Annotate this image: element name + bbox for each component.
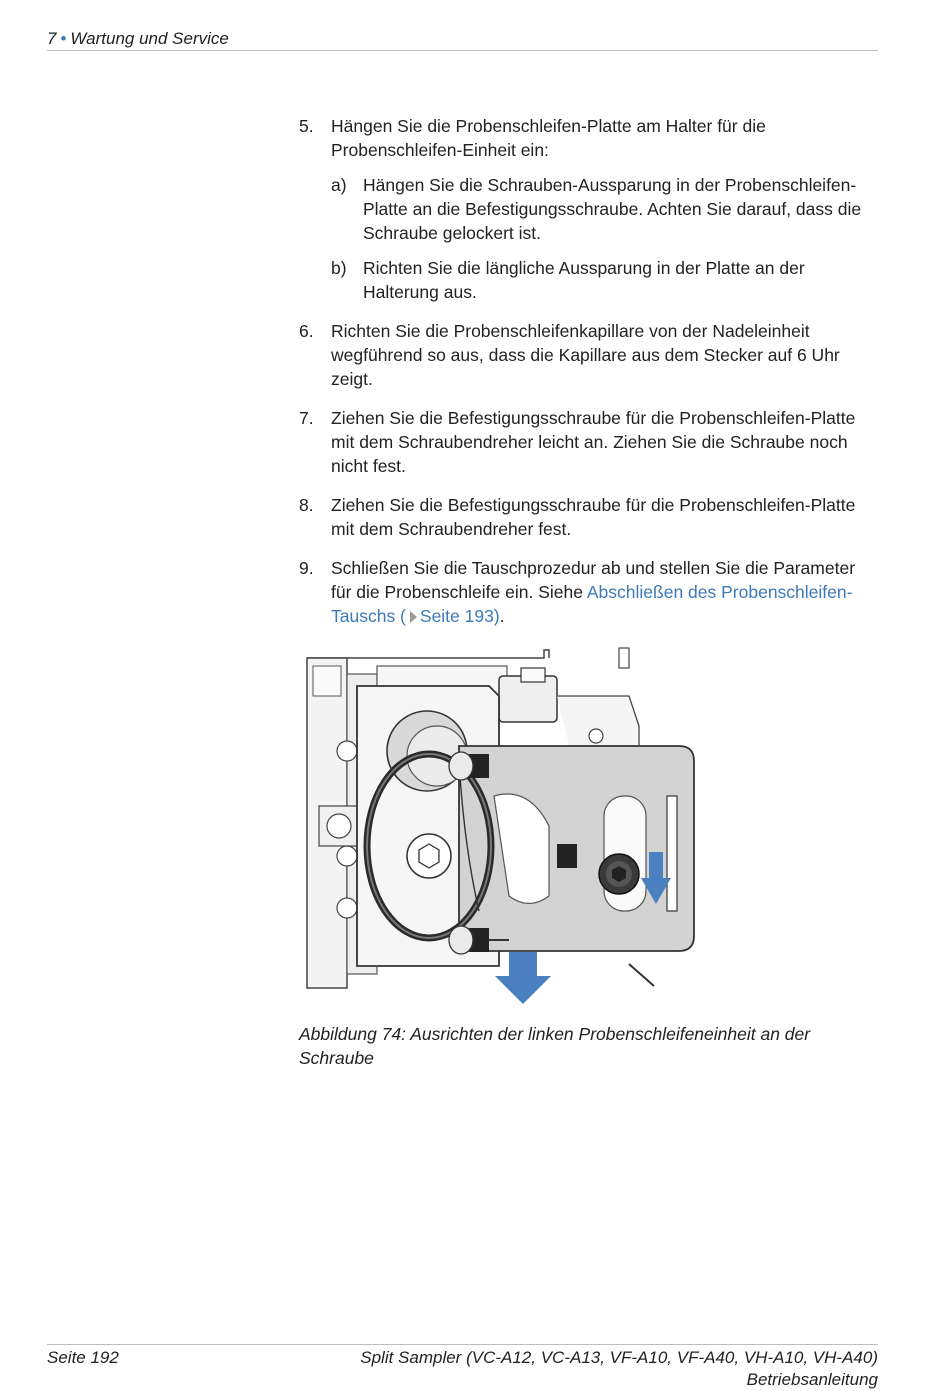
step-text: Schließen Sie die Tauschprozedur ab und stellen Sie die Parameter für die Probenschleife ein. Siehe [331, 558, 856, 602]
substep-b [331, 256, 874, 304]
sample-loop-illustration [299, 646, 704, 1006]
link-text: Abschließen des Probenschleifen-Tauschs ( [331, 582, 853, 626]
step-5 [299, 114, 874, 304]
bullet-dot-icon: • [60, 29, 67, 48]
substep-a [331, 173, 874, 245]
step-9 [299, 556, 874, 628]
figure-caption: Abbildung 74: Ausrichten der linken Probenschleifeneinheit an der Schraube [299, 1024, 811, 1068]
substep-number: a) [331, 175, 347, 195]
step-text: Ziehen Sie die Befestigungsschraube für die Probenschleifen-Platte mit dem Schraubendreher leicht an. Ziehen Sie die Schraube noch nicht fest. [331, 408, 856, 476]
chapter-title: Wartung und Service [70, 29, 229, 48]
step-text: Ziehen Sie die Befestigungsschraube für die Probenschleifen-Platte mit dem Schraubendreher fest. [331, 495, 856, 539]
step-8 [299, 493, 874, 541]
page-reference-arrow-icon [410, 611, 417, 623]
instructions [299, 114, 874, 643]
step-number: 7. [299, 408, 314, 428]
figure-sample-loop-alignment [299, 646, 704, 1006]
step-7 [299, 406, 874, 478]
step-text: Hängen Sie die Probenschleifen-Platte am Halter für die Probenschleifen-Einheit ein: [331, 116, 766, 160]
step-6 [299, 319, 874, 391]
page-header [47, 28, 878, 51]
substep-text: Richten Sie die längliche Aussparung in der Platte an der Halterung aus. [363, 258, 805, 302]
step-text-end: . [499, 606, 505, 626]
chapter-number: 7 [47, 29, 57, 48]
page-footer [47, 1344, 878, 1391]
substep-text: Hängen Sie die Schrauben-Aussparung in der Probenschleifen-Platte an die Befestigungsschraube. Achten Sie darauf, dass die Schraube gelockert ist. [363, 175, 862, 243]
product-name: Split Sampler (VC-A12, VC-A13, VF-A10, VF-A40, VH-A10, VH-A40) [360, 1348, 878, 1367]
step-number: 9. [299, 558, 314, 578]
page-number: Seite 192 [47, 1348, 119, 1367]
step-number: 5. [299, 116, 314, 136]
substep-number: b) [331, 258, 347, 278]
link-page: Seite 193) [419, 606, 500, 626]
document-type: Betriebsanleitung [746, 1370, 878, 1389]
step-number: 6. [299, 321, 314, 341]
screw-icon [599, 854, 639, 894]
step-text: Richten Sie die Probenschleifenkapillare von der Nadeleinheit wegführend so aus, dass die Kapillare aus dem Stecker auf 6 Uhr zeigt. [331, 321, 840, 389]
step-number: 8. [299, 495, 314, 515]
